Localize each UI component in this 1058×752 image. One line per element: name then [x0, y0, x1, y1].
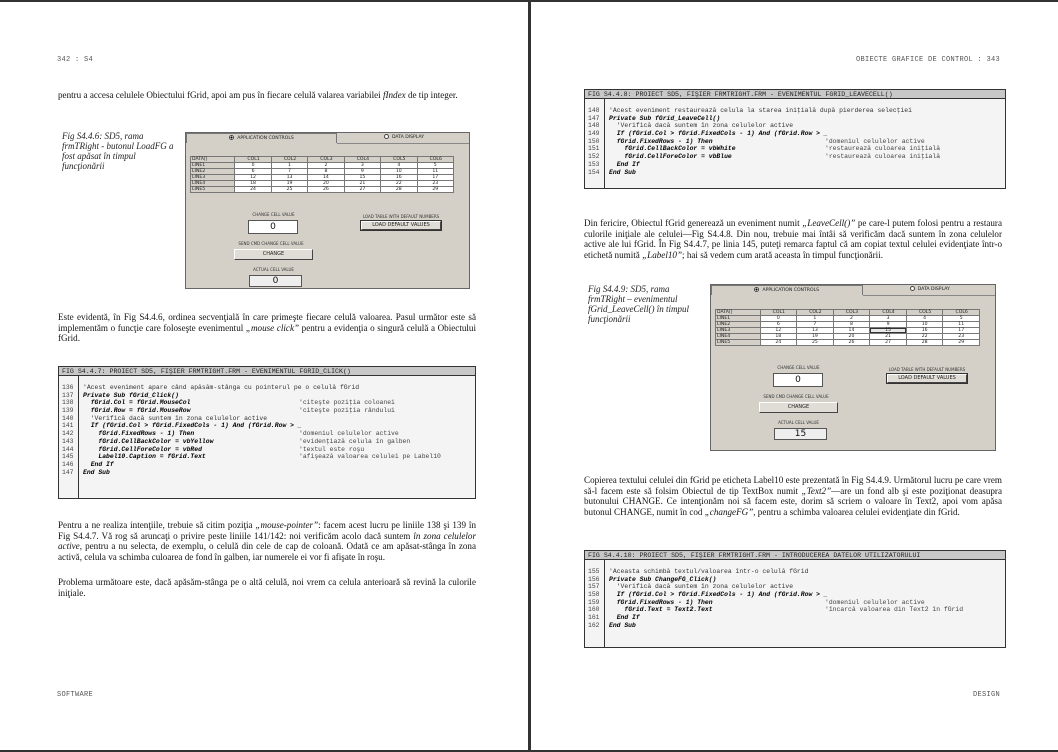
tab-label: APPLICATION CONTROLS — [237, 136, 294, 141]
grid-cell[interactable]: 13 — [271, 175, 307, 181]
grid-column-header: COL4 — [344, 157, 380, 163]
line-number: 156 — [588, 575, 600, 583]
grid-column-header: COL6 — [417, 157, 453, 163]
grid-cell[interactable]: 6 — [760, 322, 797, 328]
text-run: pentru a accesa celulele Obiectului fGrid, apoi am pus în fiecare celulă valarea variabilei — [58, 90, 383, 100]
grid-column-header: COL6 — [943, 310, 980, 316]
line-number: 143 — [62, 437, 74, 445]
code-text: 'Acest eveniment apare când apăsăm-stânga cu pointerul pe o celulă fGrid — [83, 384, 360, 391]
grid-row — [191, 187, 454, 193]
code-comment: 'domeniul celulelor active — [825, 137, 925, 145]
grid-cell[interactable]: 9 — [344, 169, 380, 175]
grid-cell[interactable]: 25 — [797, 340, 834, 346]
grid-cell[interactable]: 18 — [760, 334, 797, 340]
grid-cell[interactable]: 0 — [235, 163, 271, 169]
code-text: End If — [90, 460, 114, 468]
code-text: 'Aceasta schimbă textul/valoarea într-o celulă fGrid — [609, 568, 809, 575]
grid-row-header: LINE2 — [716, 322, 761, 328]
left-page-footer: SOFTWARE — [57, 691, 94, 699]
right-paragraph-2 — [584, 475, 1002, 517]
text-run: ; hai să vedem cum arată aceasta în timpul funcţionării. — [682, 249, 884, 260]
code-text: End If — [616, 160, 640, 168]
grid-cell[interactable]: 21 — [870, 334, 907, 340]
code-text: fGrid.FixedRows - 1) Then — [616, 598, 713, 606]
tab-data-display[interactable] — [337, 133, 471, 143]
code-line — [585, 153, 1005, 161]
grid-cell[interactable]: 14 — [308, 175, 344, 181]
grid-cell[interactable]: 28 — [906, 340, 943, 346]
text-run: Copierea textului celulei din fGrid pe eticheta Label10 este prezentată în Fig S4.4.9. Următorul lucru pe care vrem să-l facem este să folsim Obiectul de tip TextBox numit — [584, 475, 1002, 496]
grid-row-header: LINE1 — [191, 163, 235, 169]
line-number: 159 — [588, 598, 600, 606]
grid-corner-header: DATA[] — [716, 310, 761, 316]
grid-cell[interactable]: 17 — [943, 328, 980, 334]
page-spread-divider — [528, 0, 531, 752]
grid-cell[interactable]: 8 — [308, 169, 344, 175]
grid-column-header: COL5 — [906, 310, 943, 316]
right-page-header: OBIECTE GRAFICE DE CONTROL : 343 — [855, 56, 1000, 64]
code-comment: 'restaurează culoarea iniţială — [825, 145, 941, 153]
code-text: Label10.Caption = fGrid.Text — [98, 453, 206, 461]
line-number: 152 — [588, 153, 600, 161]
grid-cell[interactable]: 9 — [870, 322, 907, 328]
grid-row-header: LINE1 — [716, 316, 761, 322]
code-text: If (fGrid.Col > fGrid.FixedCols - 1) And (fGrid.Row > _ — [616, 591, 828, 599]
grid-column-header: COL2 — [797, 310, 834, 316]
load-default-values-button[interactable]: LOAD DEFAULT VALUES — [361, 221, 441, 230]
code-line — [59, 392, 475, 400]
grid-column-header: COL3 — [833, 310, 870, 316]
line-number: 153 — [588, 160, 600, 168]
code-text: Private Sub fGrid_LeaveCell() — [609, 114, 721, 122]
code-line — [585, 591, 1005, 599]
code-text: fGrid.FixedRows - 1) Then — [98, 430, 195, 438]
code-comment: 'citeşte poziţia rândului — [299, 407, 395, 415]
grid-column-header: COL5 — [381, 157, 417, 163]
text-run: , pentru a schimba valoarea celulei evidenţiate din fGrid. — [753, 506, 960, 517]
text-run: pentru a evidenţia o singură celulă a Obiectului fGrid. — [58, 322, 477, 344]
code-text: Private Sub ChangeFG_Click() — [609, 575, 717, 583]
text-run: Este evidentă, în Fig S4.4.6, ordinea secvenţială în care primeşte fiecare celulă valoarea. Pasul următor este să implementăm o funcţie care foloseşte evenimentul — [58, 312, 476, 333]
text-run: —are un fond alb şi este poziţionat deasupra butonului CHANGE. Ce intenţionăm noi să facem este, dorim să scriem o valoare în Text2, apoi vom apăsa butonul CHANGE, numit în cod — [584, 485, 1002, 517]
line-number: 139 — [62, 407, 74, 415]
grid-cell[interactable]: 20 — [308, 181, 344, 187]
code-comment: 'domeniul celulelor active — [299, 430, 399, 438]
grid-cell[interactable]: 27 — [870, 340, 907, 346]
line-number: 145 — [62, 453, 74, 461]
line-number: 148 — [588, 122, 600, 130]
text-run-italic: „mouse click” — [245, 322, 300, 333]
radio-unselected-icon — [910, 286, 915, 291]
send-cmd-label: SEND CMD CHANGE CELL VALUE — [238, 241, 304, 246]
tab-strip — [711, 285, 995, 295]
code-line — [59, 469, 475, 477]
line-number: 136 — [62, 384, 74, 391]
tab-label: DATA DISPLAY — [917, 287, 950, 292]
left-paragraph-3 — [58, 520, 476, 562]
code-line — [59, 384, 475, 392]
change-button[interactable]: CHANGE — [759, 402, 838, 413]
line-number: 148 — [588, 107, 600, 114]
tab-label: APPLICATION CONTROLS — [762, 288, 820, 293]
right-page-footer: DESIGN — [972, 691, 1000, 699]
actual-cell-value-display: 15 — [774, 428, 827, 440]
grid-cell[interactable]: 7 — [797, 322, 834, 328]
code-line — [585, 622, 1005, 630]
code-listing-s4-4-7 — [58, 366, 476, 499]
grid-row-header: LINE4 — [191, 181, 235, 187]
line-number: 150 — [588, 137, 600, 145]
code-line — [585, 169, 1005, 177]
code-comment: 'domeniul celulelor active — [825, 598, 925, 606]
code-line — [585, 599, 1005, 607]
radio-selected-icon — [229, 135, 234, 140]
code-text: If (fGrid.Col > fGrid.FixedCols - 1) And (fGrid.Row > _ — [90, 422, 302, 430]
load-table-label: LOAD TABLE WITH DEFAULT NUMBERS — [888, 367, 966, 372]
code-line — [585, 606, 1005, 614]
text-run: de tip integer. — [405, 90, 458, 100]
grid-row — [716, 340, 980, 346]
grid-cell[interactable]: 4 — [381, 163, 417, 169]
code-text: fGrid.CellForeColor = vbRed — [98, 445, 202, 453]
grid-column-header: COL1 — [760, 310, 797, 316]
code-text: 'Verifică dacă suntem în zona celulelor active — [90, 414, 268, 422]
grid-cell[interactable]: 13 — [797, 328, 834, 334]
grid-row-header: LINE5 — [716, 340, 761, 346]
code-line — [585, 130, 1005, 138]
tab-underline — [863, 295, 995, 296]
actual-cell-value-display: 0 — [249, 275, 302, 287]
grid-cell[interactable]: 1 — [271, 163, 307, 169]
listing-title: FIG S4.4.7: PROIECT SD5, FIŞIER FRMTRIGHT.FRM - EVENIMENTUL FGRID_CLICK() — [59, 367, 475, 376]
grid-cell[interactable]: 5 — [943, 316, 980, 322]
code-line — [585, 576, 1005, 584]
grid-cell[interactable]: 24 — [235, 187, 271, 193]
grid-cell[interactable]: 3 — [344, 163, 380, 169]
line-number: 147 — [62, 468, 74, 476]
figure-caption-s4-4-9: Fig S4.4.9: SD5, rama frmTRight – evenimentul fGrid_LeaveCell() în timpul funcţionării — [588, 284, 689, 324]
grid-cell[interactable]: 14 — [833, 328, 870, 334]
grid-cell[interactable]: 23 — [417, 181, 453, 187]
grid-cell[interactable]: 8 — [833, 322, 870, 328]
grid-cell-selected[interactable]: 15 — [870, 328, 907, 334]
send-cmd-label: SEND CMD CHANGE CELL VALUE — [763, 394, 829, 399]
left-paragraph-4: Problema următoare este, dacă apăsăm-stânga pe o altă celulă, noi vrem ca celula anterioară să revină la culorile iniţiale. — [58, 577, 476, 598]
grid-cell[interactable]: 10 — [381, 169, 417, 175]
grid-cell[interactable]: 26 — [308, 187, 344, 193]
line-number: 162 — [588, 621, 600, 629]
code-text: 'Verifică dacă suntem în zona celulelor active — [616, 583, 794, 591]
text-run: Pentru a ne realiza intenţiile, trebuie să citim poziţia — [58, 520, 256, 530]
code-comment: 'evidenţiază celula în galben — [299, 437, 411, 445]
change-button[interactable]: CHANGE — [234, 249, 313, 260]
code-text: fGrid.Col = fGrid.MouseCol — [90, 399, 191, 407]
grid-cell[interactable]: 22 — [906, 334, 943, 340]
text-run-italic: fIndex — [382, 90, 406, 100]
line-number: 142 — [62, 430, 74, 438]
code-text: End Sub — [609, 168, 636, 176]
code-text: fGrid.Row = fGrid.MouseRow — [90, 407, 191, 415]
load-table-label: LOAD TABLE WITH DEFAULT NUMBERS — [362, 214, 440, 219]
figure-caption-s4-4-6: Fig S4.4.6: SD5, rama frmTRight - butonul LoadFG a fost apăsat în timpul funcţionării — [62, 131, 174, 171]
code-line — [59, 430, 475, 438]
vb-form-screenshot-s4-4-6 — [185, 132, 470, 289]
grid-cell[interactable]: 6 — [235, 169, 271, 175]
left-paragraph-2 — [58, 312, 476, 344]
text-run-italic: „Label10” — [642, 249, 683, 260]
text-run: Din fericire, Obiectul fGrid generează un eveniment numit — [584, 218, 803, 228]
line-number: 154 — [588, 168, 600, 176]
vb-form-screenshot-s4-4-9 — [710, 284, 996, 451]
code-comment: 'încarcă valoarea din Text2 în fGrid — [825, 606, 964, 614]
change-cell-value-label: CHANGE CELL VALUE — [777, 365, 820, 370]
grid-row-header: LINE5 — [191, 187, 235, 193]
code-line — [585, 138, 1005, 146]
grid-cell[interactable]: 27 — [344, 187, 380, 193]
grid-cell[interactable]: 19 — [271, 181, 307, 187]
line-number: 147 — [588, 114, 600, 122]
grid-row-header: LINE2 — [191, 169, 235, 175]
text-run-italic: „Text2” — [801, 485, 832, 496]
tab-label: DATA DISPLAY — [391, 135, 425, 140]
line-number: 151 — [588, 145, 600, 153]
line-number: 149 — [588, 130, 600, 138]
grid-cell[interactable]: 2 — [833, 316, 870, 322]
listing-title: FIG S4.4.8: PROIECT SD5, FIŞIER FRMTRIGHT.FRM - EVENIMENTUL FGRID_LEAVECELL() — [585, 90, 1005, 99]
text-run-italic: „changeFG” — [704, 506, 754, 517]
grid-cell[interactable]: 7 — [271, 169, 307, 175]
left-intro-paragraph — [58, 90, 476, 101]
flex-grid[interactable] — [715, 309, 980, 346]
line-number: 144 — [62, 445, 74, 453]
grid-cell[interactable]: 4 — [906, 316, 943, 322]
text-run-italic: „mouse-pointer” — [255, 520, 319, 530]
grid-cell[interactable]: 24 — [760, 340, 797, 346]
line-number: 140 — [62, 414, 74, 422]
code-line — [585, 145, 1005, 153]
actual-cell-value-label: ACTUAL CELL VALUE — [253, 267, 294, 272]
code-line — [59, 399, 475, 407]
code-line — [59, 453, 475, 461]
grid-row-header: LINE4 — [716, 334, 761, 340]
grid-cell[interactable]: 29 — [943, 340, 980, 346]
tab-underline — [337, 143, 469, 144]
grid-row-header: LINE3 — [716, 328, 761, 334]
code-text: End If — [616, 614, 640, 622]
listing-title: FIG S4.4.10: PROIECT SD5, FIŞIER FRMTRIGHT.FRM - INTRODUCEREA DATELOR UTILIZATORULUI — [585, 551, 1005, 560]
code-listing-s4-4-10 — [584, 550, 1006, 648]
tab-application-controls[interactable] — [711, 285, 863, 295]
grid-column-header: COL3 — [308, 157, 344, 163]
code-text: fGrid.CellBackColor = vbWhite — [624, 145, 736, 153]
grid-cell[interactable]: 1 — [797, 316, 834, 322]
text-run-italic: în zona celulelor active — [58, 530, 476, 552]
grid-column-header: COL1 — [235, 157, 271, 163]
text-run: : facem acest lucru pe liniile 138 şi 139 în Fig S4.4.7. Vă rog să aruncaţi o privire peste liniile 141/142: noi verificăm acolo dacă suntem — [58, 520, 476, 541]
code-line — [59, 446, 475, 454]
code-text: fGrid.CellBackColor = vbYellow — [98, 437, 214, 445]
grid-cell[interactable]: 28 — [381, 187, 417, 193]
code-text: fGrid.CellForeColor = vbBlue — [624, 153, 732, 161]
code-line — [59, 415, 475, 423]
grid-cell[interactable]: 22 — [381, 181, 417, 187]
grid-cell[interactable]: 12 — [760, 328, 797, 334]
tab-strip — [186, 133, 469, 143]
code-comment: 'textul este roşu — [299, 445, 365, 453]
flex-grid[interactable] — [190, 156, 454, 193]
radio-selected-icon — [754, 287, 759, 292]
line-number: 157 — [588, 583, 600, 591]
change-cell-value-label: CHANGE CELL VALUE — [252, 212, 295, 217]
grid-cell[interactable]: 11 — [943, 322, 980, 328]
code-text: Private Sub fGrid_Click() — [83, 391, 179, 399]
text-run: pe care-l putem folosi pentru a restaura culorile iniţiale ale celulei—Fig S4.4.8. Din nou, trebuie mai întâi să verificăm dacă suntem în zona celulelor active ale lui fGrid. În Fig S4.4.7, pe linia 145, puteţi remarca faptul că am copiat textul celulei evidenţiate într-o etichetă numită — [584, 218, 1003, 260]
change-cell-value-input[interactable]: 0 — [248, 220, 298, 234]
grid-cell[interactable]: 0 — [760, 316, 797, 322]
line-number: 155 — [588, 568, 600, 575]
change-cell-value-input[interactable]: 0 — [773, 373, 823, 387]
line-number: 146 — [62, 460, 74, 468]
tab-data-display[interactable] — [863, 285, 997, 295]
code-comment: 'afişează valoarea celulei pe Label10 — [299, 453, 441, 461]
code-line — [585, 122, 1005, 130]
load-default-values-button[interactable]: LOAD DEFAULT VALUES — [887, 374, 967, 383]
code-line — [59, 407, 475, 415]
grid-cell[interactable]: 18 — [235, 181, 271, 187]
grid-cell[interactable]: 29 — [417, 187, 453, 193]
line-number: 161 — [588, 614, 600, 622]
grid-cell[interactable]: 26 — [833, 340, 870, 346]
grid-cell[interactable]: 2 — [308, 163, 344, 169]
grid-cell[interactable]: 17 — [417, 175, 453, 181]
code-line — [59, 461, 475, 469]
code-comment: 'citeşte poziţia coloanei — [299, 399, 395, 407]
grid-cell[interactable]: 15 — [344, 175, 380, 181]
code-text: If (fGrid.Col > fGrid.FixedCols - 1) And (fGrid.Row > _ — [616, 130, 828, 138]
grid-cell[interactable]: 20 — [833, 334, 870, 340]
line-number: 158 — [588, 591, 600, 599]
grid-cell[interactable]: 25 — [271, 187, 307, 193]
code-text: fGrid.FixedRows - 1) Then — [616, 137, 713, 145]
code-line — [585, 107, 1005, 115]
code-line — [59, 438, 475, 446]
grid-cell[interactable]: 19 — [797, 334, 834, 340]
text-run: , pentru a nu selecta, de exemplu, o celulă din cele de cap de coloană. Odată ce am apăsat-stânga în zona activă, celula va schimba culoarea de fond în galben, iar numerele ei vor fi afişate în roşu. — [58, 541, 476, 562]
grid-cell[interactable]: 16 — [381, 175, 417, 181]
grid-cell[interactable]: 5 — [417, 163, 453, 169]
line-number: 141 — [62, 422, 74, 430]
left-page-header: 342 : S4 — [57, 56, 94, 64]
radio-unselected-icon — [384, 134, 389, 139]
grid-row-header: LINE3 — [191, 175, 235, 181]
grid-cell[interactable]: 12 — [235, 175, 271, 181]
code-listing-s4-4-8 — [584, 89, 1006, 189]
right-paragraph-1 — [584, 218, 1002, 260]
grid-cell[interactable]: 16 — [906, 328, 943, 334]
code-comment: 'restaurează culoarea iniţială — [825, 153, 941, 161]
grid-cell[interactable]: 21 — [344, 181, 380, 187]
line-number: 138 — [62, 399, 74, 407]
grid-cell[interactable]: 23 — [943, 334, 980, 340]
code-line — [585, 568, 1005, 576]
grid-cell[interactable]: 3 — [870, 316, 907, 322]
code-line — [585, 161, 1005, 169]
code-text: 'Acest eveniment restaurează celula la starea iniţială după pierderea selecţiei — [609, 107, 912, 114]
grid-corner-header: DATA[] — [191, 157, 235, 163]
actual-cell-value-label: ACTUAL CELL VALUE — [778, 420, 819, 425]
code-line — [585, 614, 1005, 622]
code-text: End Sub — [609, 621, 636, 629]
code-line — [585, 115, 1005, 123]
code-line — [585, 583, 1005, 591]
grid-column-header: COL4 — [870, 310, 907, 316]
code-text: 'Verifică dacă suntem în zona celulelor active — [616, 122, 794, 130]
tab-application-controls[interactable] — [186, 133, 337, 143]
grid-cell[interactable]: 11 — [417, 169, 453, 175]
line-number: 137 — [62, 391, 74, 399]
code-text: End Sub — [83, 468, 110, 476]
code-text: fGrid.Text = Text2.Text — [624, 606, 713, 614]
grid-cell[interactable]: 10 — [906, 322, 943, 328]
text-run-italic: „LeaveCell()” — [802, 218, 856, 228]
grid-column-header: COL2 — [271, 157, 307, 163]
code-line — [59, 422, 475, 430]
line-number: 160 — [588, 606, 600, 614]
